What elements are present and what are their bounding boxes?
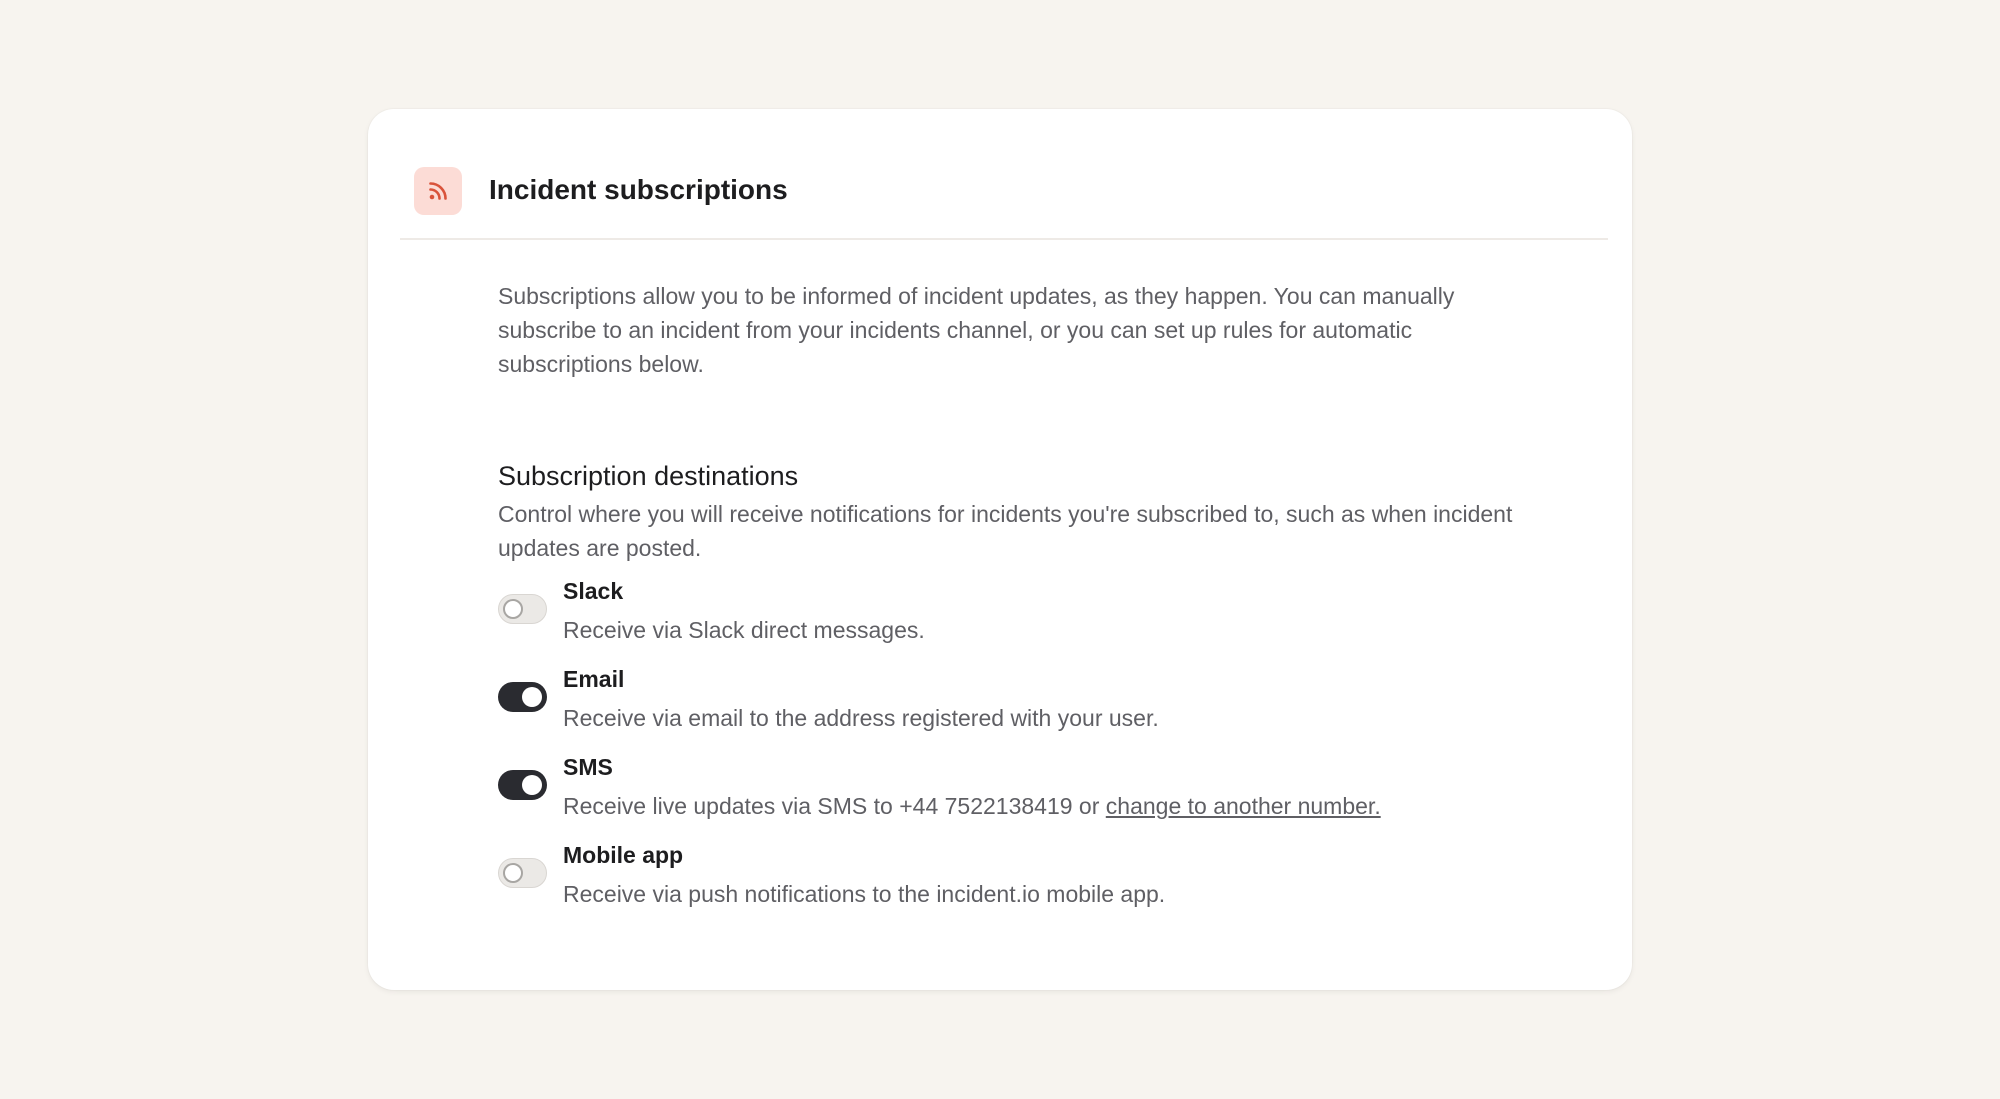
- mobile-app-toggle[interactable]: [498, 858, 547, 888]
- toggle-knob: [503, 599, 523, 619]
- toggle-knob: [503, 863, 523, 883]
- section-title: Subscription destinations: [498, 461, 799, 491]
- slack-toggle[interactable]: [498, 594, 547, 624]
- option-label: Email: [563, 666, 625, 692]
- option-label: Slack: [563, 578, 624, 604]
- option-mobile-app: [498, 839, 1548, 927]
- section-description: Control where you will receive notifications for incidents you're subscribed to, such as when incident updates are posted.: [498, 501, 1513, 561]
- intro-text: Subscriptions allow you to be informed of incident updates, as they happen. You can manually subscribe to an incident from your incidents channel, or you can set up rules for automatic subscriptions below.: [498, 283, 1455, 377]
- option-label: Mobile app: [563, 842, 684, 868]
- card-content: [498, 279, 1548, 927]
- email-toggle[interactable]: [498, 682, 547, 712]
- option-sms: [498, 751, 1548, 839]
- subscriptions-card: [368, 109, 1632, 990]
- option-description: Receive via push notifications to the incident.io mobile app.: [563, 881, 1166, 907]
- rss-feed-icon: [414, 167, 462, 215]
- toggle-knob: [522, 687, 542, 707]
- option-slack: [498, 575, 1548, 663]
- option-label: SMS: [563, 754, 613, 780]
- toggle-knob: [522, 775, 542, 795]
- change-number-link[interactable]: change to another number.: [1105, 793, 1381, 819]
- sms-toggle[interactable]: [498, 770, 547, 800]
- option-email: [498, 663, 1548, 751]
- destination-options: [498, 575, 1548, 927]
- option-description: Receive via Slack direct messages.: [563, 617, 925, 643]
- option-description: [563, 789, 1548, 823]
- page-title: Incident subscriptions: [489, 174, 788, 205]
- sms-description-text: Receive live updates via SMS to +44 7522138419 or: [563, 793, 1106, 819]
- option-description: Receive via email to the address registered with your user.: [563, 705, 1159, 731]
